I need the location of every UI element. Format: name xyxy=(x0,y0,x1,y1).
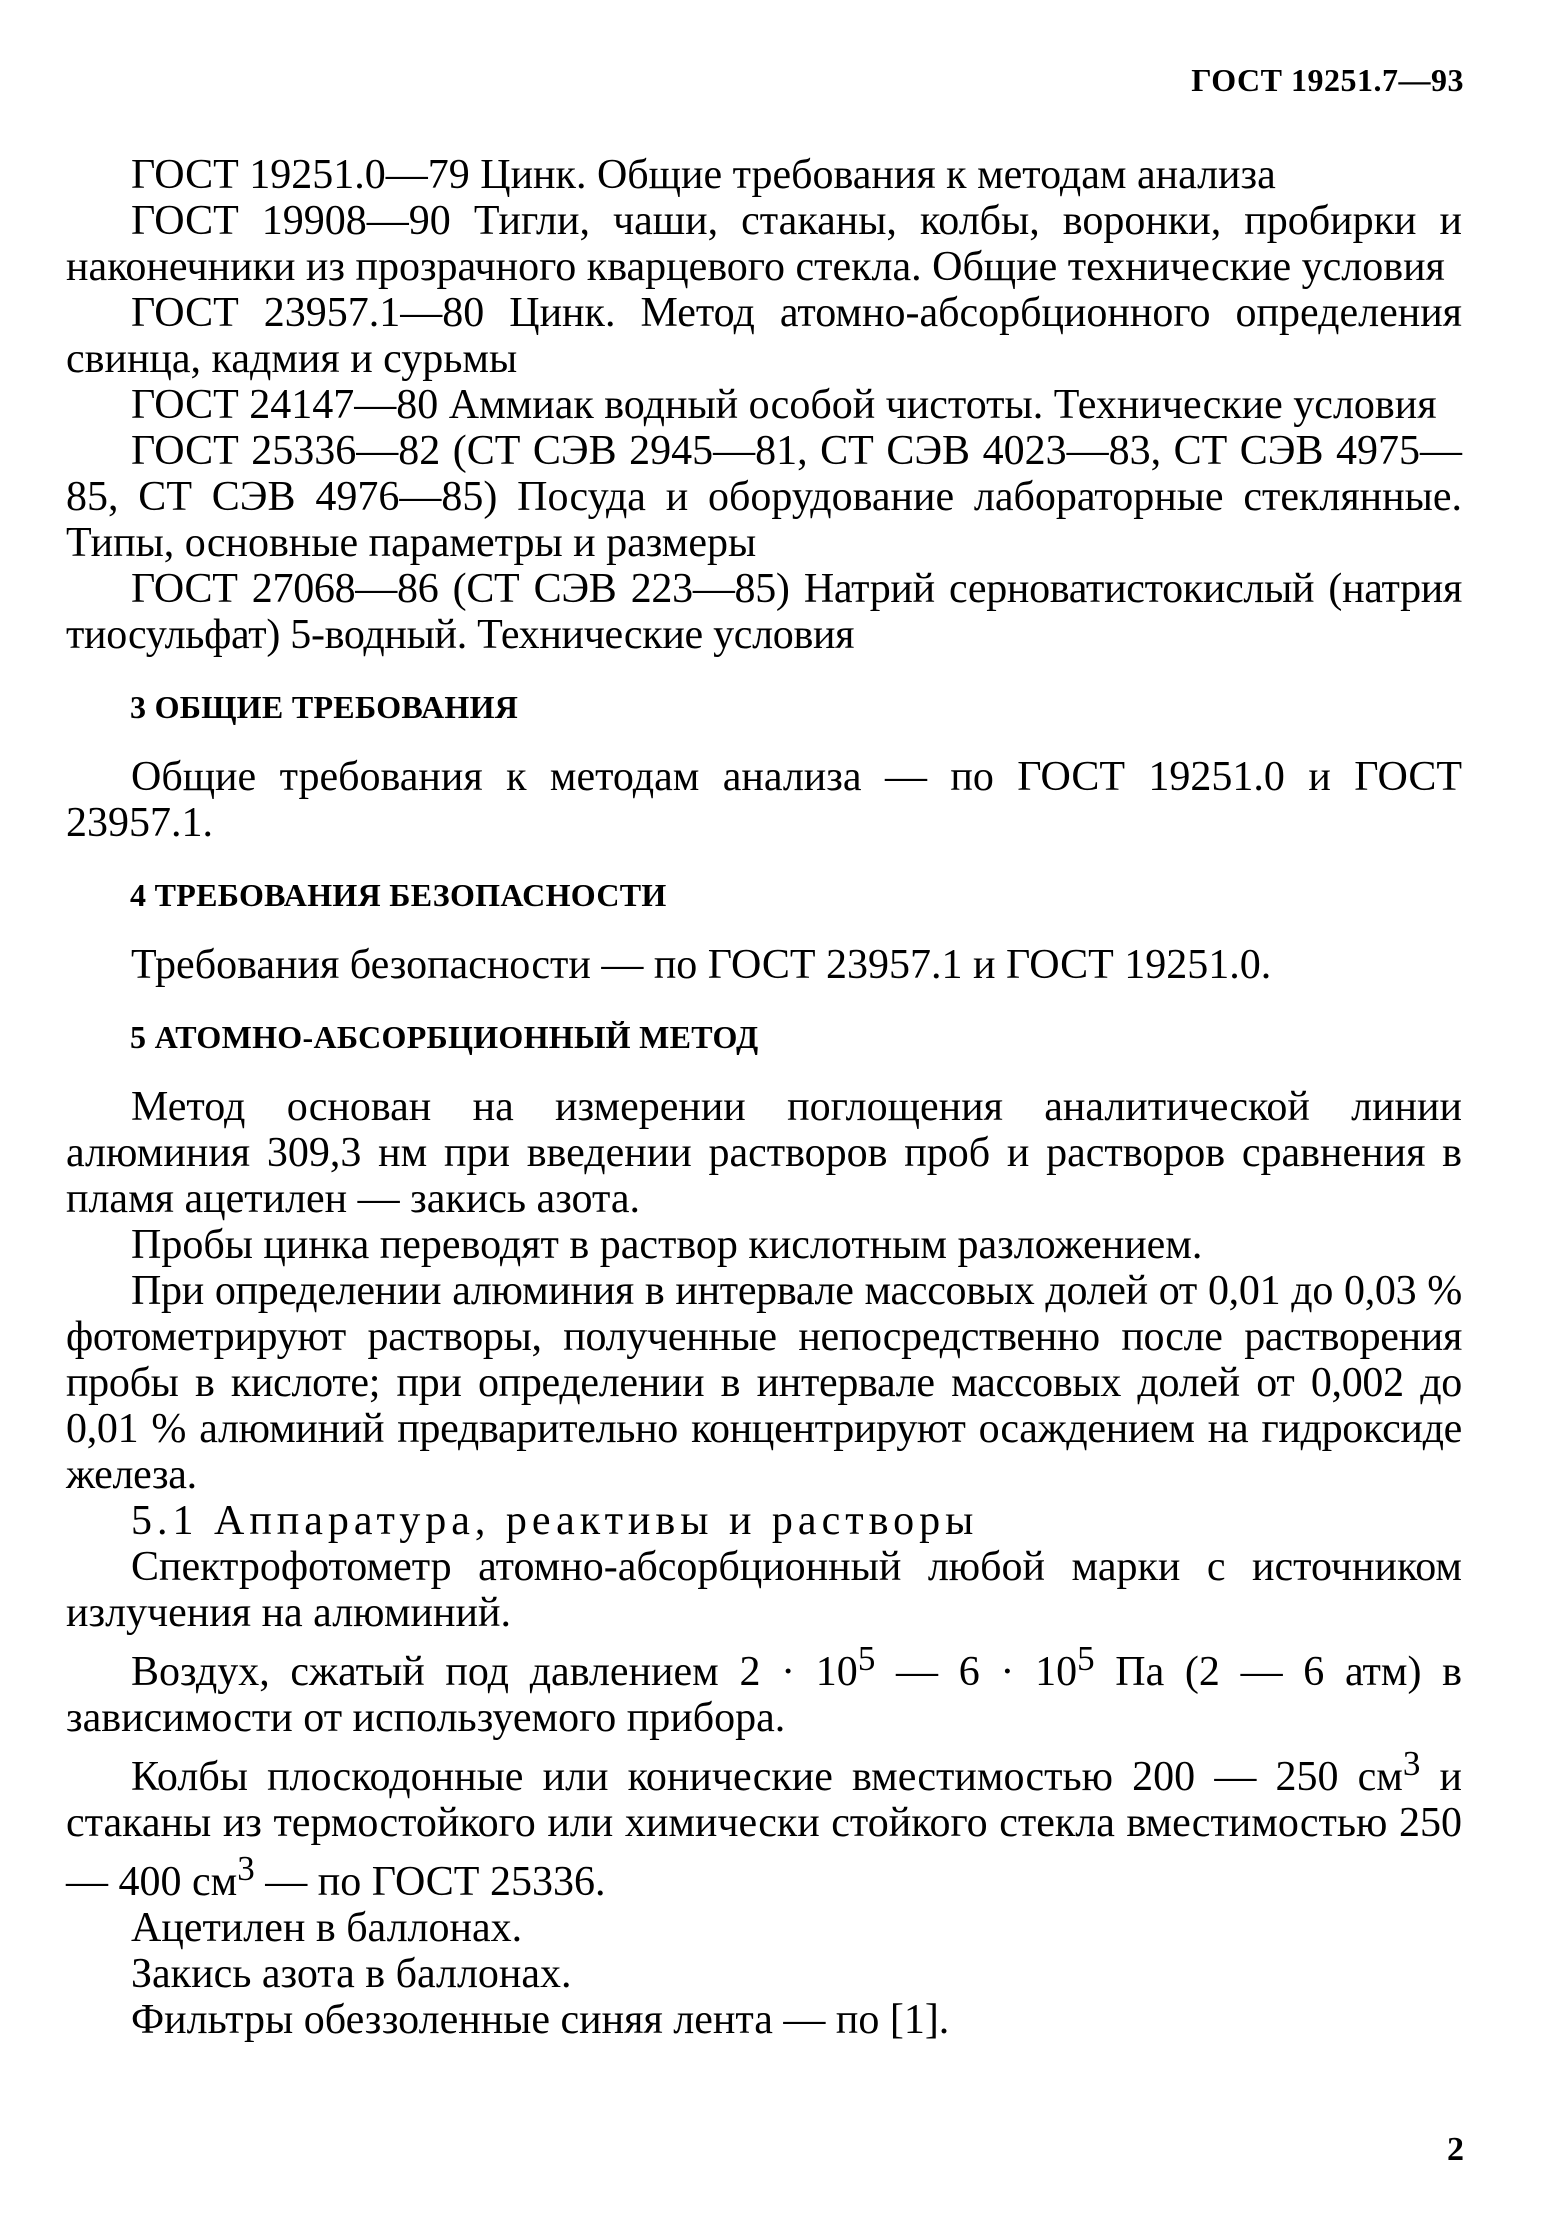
page-number: 2 xyxy=(1447,2131,1464,2168)
flasks-paragraph: Колбы плоскодонные или конические вместимостью 200 — 250 $см^3$ и стаканы из термостойкого или химически стойкого стекла вместимостью 250 — 400 $см^3$ — по ГОСТ 25336. xyxy=(66,1744,1462,1905)
document-header: ГОСТ 19251.7—93 xyxy=(1191,62,1464,98)
reference-item: ГОСТ 27068—86 (СТ СЭВ 223—85) Натрий серноватистокислый (натрия тиосульфат) 5-водный. Технические условия xyxy=(66,566,1462,658)
subsection-5-1-heading xyxy=(66,1498,1462,1544)
compressed-air-paragraph: Воздух, сжатый под давлением $2 \cdot 10^5$ — $6 \cdot 10^5$ Па (2 — 6 атм) в зависимости от используемого прибора. xyxy=(66,1639,1462,1741)
page-body xyxy=(66,152,1462,2043)
method-principle-paragraph: Метод основан на измерении поглощения аналитической линии алюминия 309,3 нм при введении растворов проб и растворов сравнения в пламя ацетилен — закись азота. xyxy=(66,1084,1462,1222)
reference-item: ГОСТ 25336—82 (СТ СЭВ 2945—81, СТ СЭВ 4023—83, СТ СЭВ 4975—85, СТ СЭВ 4976—85) Посуда и оборудование лабораторные стеклянные. Типы, основные параметры и размеры xyxy=(66,428,1462,566)
spectrophotometer-paragraph: Спектрофотометр атомно-абсорбционный любой марки с источником излучения на алюминий. xyxy=(66,1544,1462,1636)
reference-item: ГОСТ 24147—80 Аммиак водный особой чистоты. Технические условия xyxy=(131,382,1437,428)
filters-paragraph: Фильтры обеззоленные синяя лента — по [1]. xyxy=(131,1997,950,2043)
section-4-text: Требования безопасности — по ГОСТ 23957.1 и ГОСТ 19251.0. xyxy=(131,942,1272,988)
reference-item: ГОСТ 19908—90 Тигли, чаши, стаканы, колбы, воронки, пробирки и наконечники из прозрачного кварцевого стекла. Общие технические условия xyxy=(66,198,1462,290)
acetylene-paragraph: Ацетилен в баллонах. xyxy=(131,1905,523,1951)
section-3-heading: 3 ОБЩИЕ ТРЕБОВАНИЯ xyxy=(130,689,519,725)
section-3-text: Общие требования к методам анализа — по ГОСТ 19251.0 и ГОСТ 23957.1. xyxy=(66,754,1462,846)
section-4-heading: 4 ТРЕБОВАНИЯ БЕЗОПАСНОСТИ xyxy=(130,877,667,913)
reference-item: ГОСТ 23957.1—80 Цинк. Метод атомно-абсорбционного определения свинца, кадмия и сурьмы xyxy=(66,290,1462,382)
nitrous-oxide-paragraph: Закись азота в баллонах. xyxy=(131,1951,572,1997)
subsection-5-1-title: 5.1 Аппаратура, реактивы и растворы xyxy=(131,1498,979,1544)
section-5-heading: 5 АТОМНО-АБСОРБЦИОННЫЙ МЕТОД xyxy=(130,1019,759,1055)
reference-item: ГОСТ 19251.0—79 Цинк. Общие требования к методам анализа xyxy=(131,152,1276,198)
sample-dissolution-paragraph: Пробы цинка переводят в раствор кислотным разложением. xyxy=(131,1222,1203,1268)
mass-fraction-paragraph: При определении алюминия в интервале массовых долей от 0,01 до 0,03 % фотометрируют растворы, полученные непосредственно после растворения пробы в кислоте; при определении в интервале массовых долей от 0,002 до 0,01 % алюминий предварительно концентрируют осаждением на гидроксиде железа. xyxy=(66,1268,1462,1498)
